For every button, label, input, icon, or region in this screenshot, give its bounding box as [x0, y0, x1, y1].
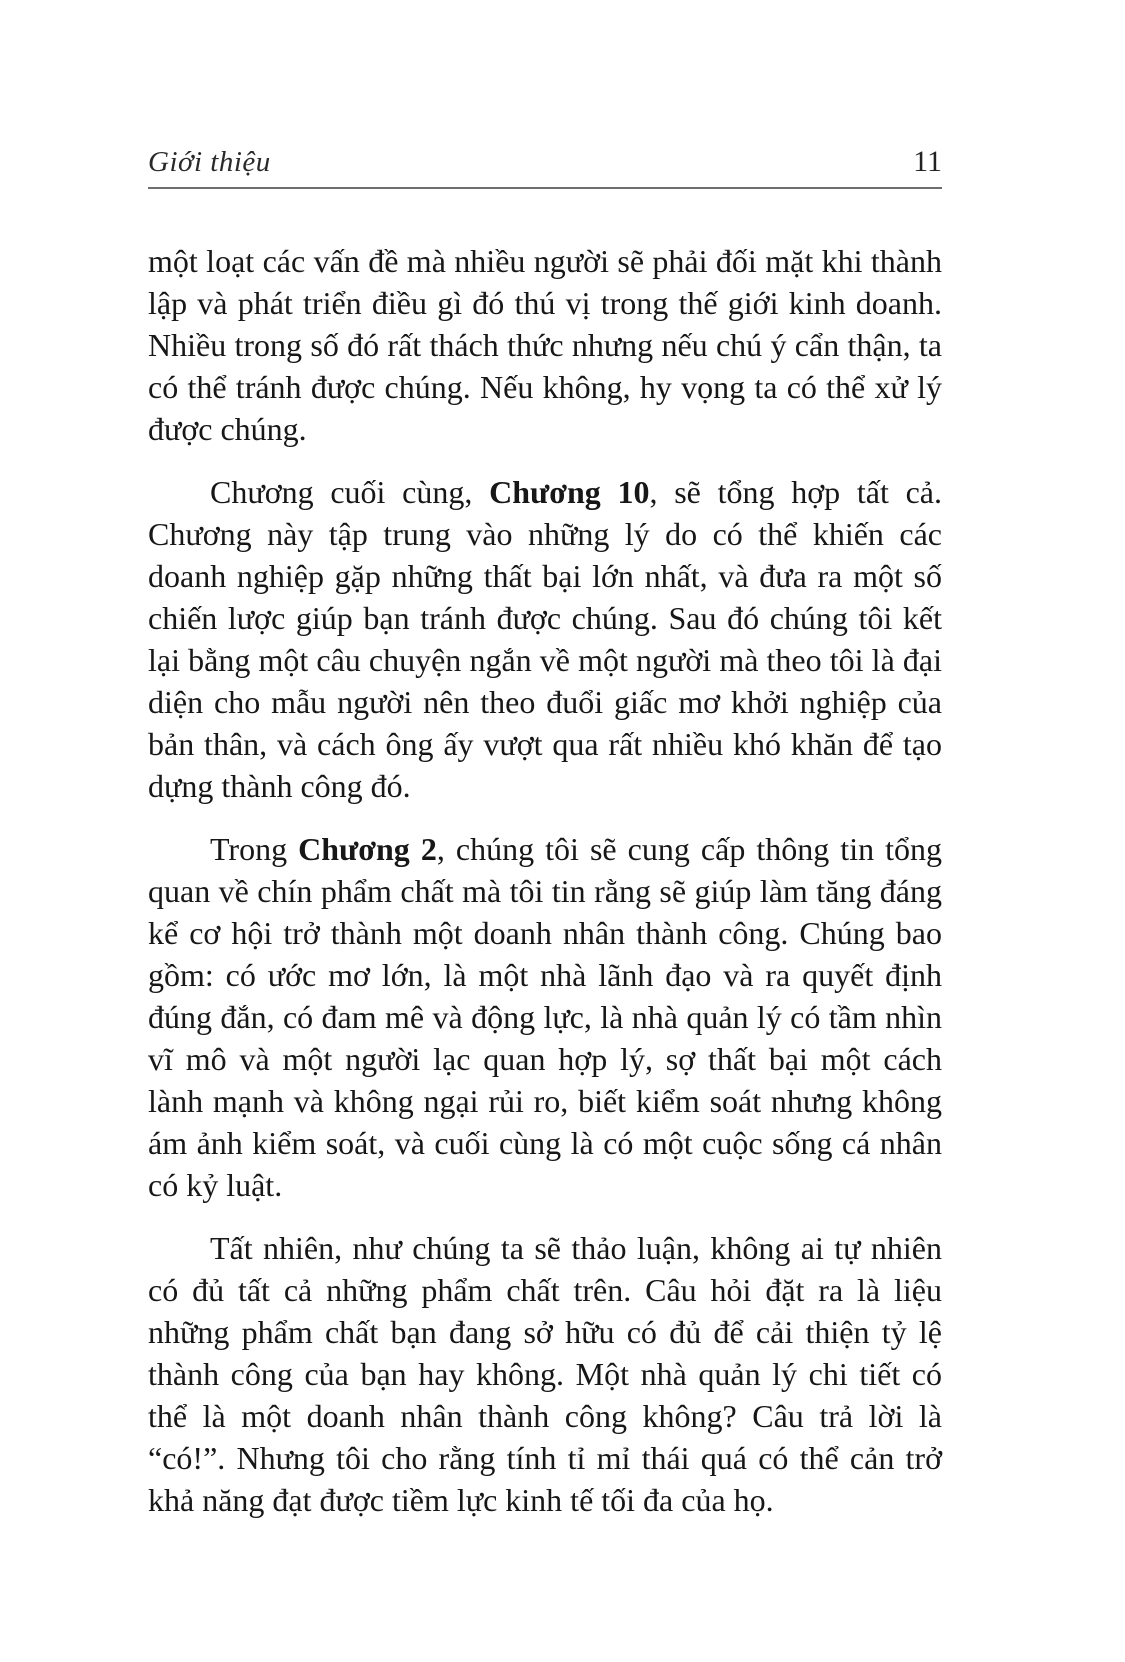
text-run: , sẽ tổng hợp tất cả. Chương này tập trung vào những lý do có thể khiến các doanh nghiệp gặp những thất bại lớn nhất, và đưa ra một số chiến lược giúp bạn tránh được chúng. Sau đó chúng tôi kết lại bằng một câu chuyện ngắn về một người mà theo tôi là đại diện cho mẫu người nên theo đuổi giấc mơ khởi nghiệp của bản thân, và cách ông ấy vượt qua rất nhiều khó khăn để tạo dựng thành công đó.: [148, 474, 942, 804]
text-run: một loạt các vấn đề mà nhiều người sẽ phải đối mặt khi thành lập và phát triển điều gì đó thú vị trong thế giới kinh doanh. Nhiều trong số đó rất thách thức nhưng nếu chú ý cẩn thận, ta có thể tránh được chúng. Nếu không, hy vọng ta có thể xử lý được chúng.: [148, 243, 942, 447]
page-body: [148, 240, 942, 1521]
text-run: , chúng tôi sẽ cung cấp thông tin tổng quan về chín phẩm chất mà tôi tin rằng sẽ giúp làm tăng đáng kể cơ hội trở thành một doanh nhân thành công. Chúng bao gồm: có ước mơ lớn, là một nhà lãnh đạo và ra quyết định đúng đắn, có đam mê và động lực, là nhà quản lý có tầm nhìn vĩ mô và một người lạc quan hợp lý, sợ thất bại một cách lành mạnh và không ngại rủi ro, biết kiểm soát nhưng không ám ảnh kiểm soát, và cuối cùng là có một cuộc sống cá nhân có kỷ luật.: [148, 831, 943, 1203]
paragraph: [148, 240, 942, 450]
bold-text-run: Chương 2: [298, 831, 437, 867]
paragraph: [148, 1227, 942, 1521]
paragraph: [148, 828, 942, 1206]
header-divider: [148, 187, 942, 189]
running-title: Giới thiệu: [148, 146, 271, 178]
paragraph: [148, 471, 942, 807]
text-run: Tất nhiên, như chúng ta sẽ thảo luận, không ai tự nhiên có đủ tất cả những phẩm chất trên. Câu hỏi đặt ra là liệu những phẩm chất bạn đang sở hữu có đủ để cải thiện tỷ lệ thành công của bạn hay không. Một nhà quản lý chi tiết có thể là một doanh nhân thành công không? Câu trả lời là “có!”. Nhưng tôi cho rằng tính tỉ mỉ thái quá có thể cản trở khả năng đạt được tiềm lực kinh tế tối đa của họ.: [148, 1230, 942, 1518]
page-number: 11: [913, 145, 942, 178]
text-run: Trong: [210, 831, 299, 867]
bold-text-run: Chương 10: [489, 474, 650, 510]
running-header: [148, 146, 942, 178]
text-run: Chương cuối cùng,: [210, 474, 490, 510]
